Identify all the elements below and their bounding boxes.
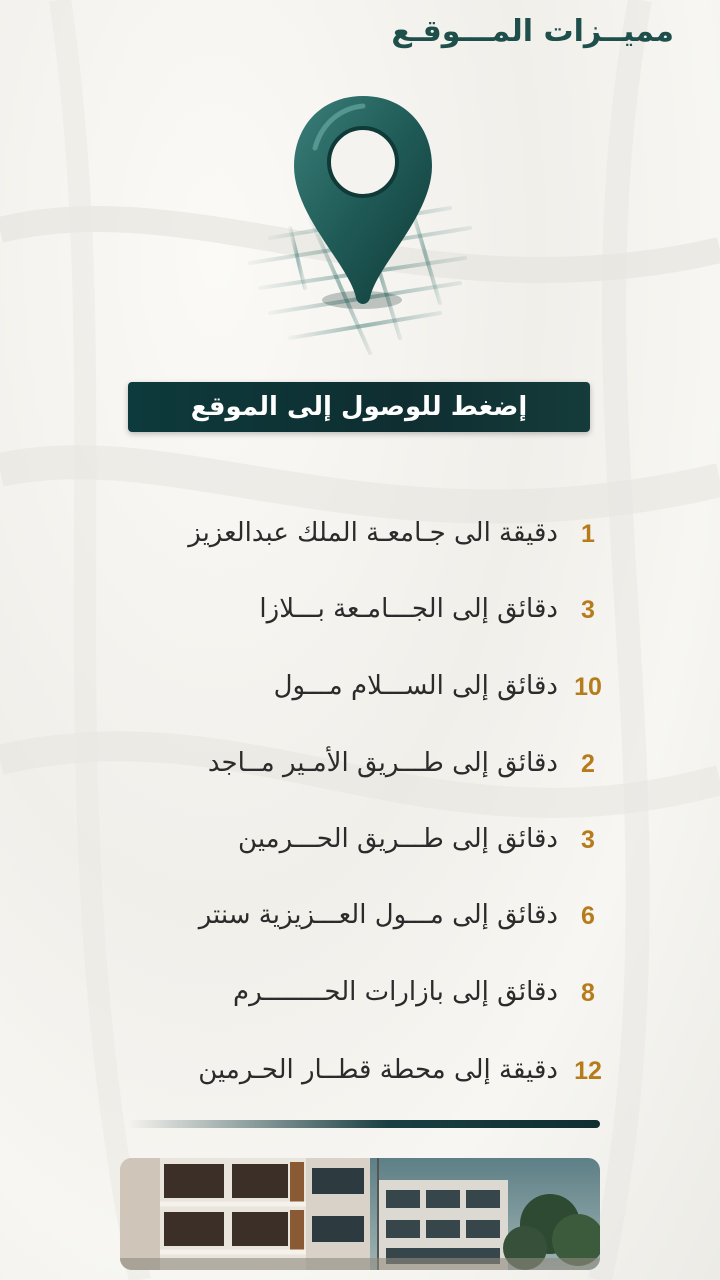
section-divider [128,1120,600,1128]
feature-number: 10 [574,673,602,701]
feature-text: دقائق إلى الســـلام مـــول [273,671,558,701]
page-title: مميــزات المـــوقـع [391,14,674,49]
feature-text: دقائق إلى طـــريق الحـــرمين [238,824,558,854]
feature-text: دقائق إلى طـــريق الأمـير مــاجد [207,748,558,778]
list-item [0,890,720,950]
feature-number: 1 [581,520,595,548]
feature-text: دقيقة الى جـامعـة الملك عبدالعزيز [188,518,558,548]
list-item [0,1045,720,1105]
list-item [0,814,720,874]
feature-number: 3 [581,826,595,854]
feature-number: 3 [581,596,595,624]
location-pin-icon [230,88,490,368]
list-item [0,584,720,644]
list-item [0,738,720,798]
feature-number: 6 [581,902,595,930]
feature-text: دقائق إلى الجـــامـعة بـــلازا [259,594,558,624]
feature-text: دقائق إلى مـــول العـــزيزية سنتر [198,900,558,930]
feature-text: دقيقة إلى محطة قطــار الحـرمين [198,1055,558,1085]
feature-number: 12 [574,1057,602,1085]
feature-text: دقائق إلى بازارات الحــــــــرم [233,977,558,1007]
feature-number: 2 [581,750,595,778]
list-item [0,967,720,1027]
navigate-to-location-button[interactable]: إضغط للوصول إلى الموقع [128,382,590,432]
building-photo [120,1158,600,1270]
feature-number: 8 [581,979,595,1007]
list-item [0,508,720,568]
list-item [0,661,720,721]
